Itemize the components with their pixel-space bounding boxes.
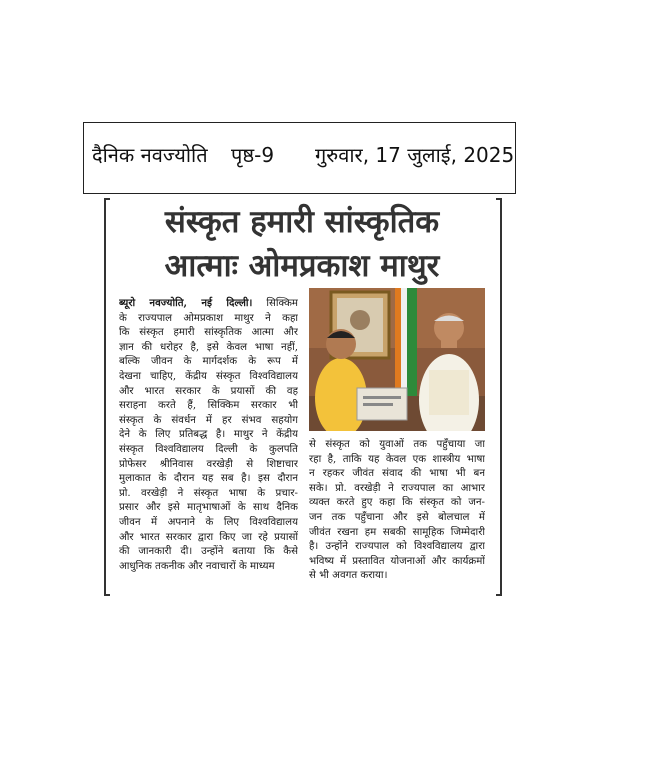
clipping-left-bracket <box>104 198 110 596</box>
article-line: से संस्कृत को युवाओं तक पहुँचाया जा <box>309 439 485 450</box>
headline-line-2: आत्माः ओमप्रकाश माथुर <box>164 248 440 284</box>
article-line: रहा है, ताकि यह केवल एक शास्त्रीय भाषा <box>309 453 485 465</box>
headline-line-1: संस्कृत हमारी सांस्कृतिक <box>164 204 440 240</box>
article-line <box>119 296 298 312</box>
article-line: सराहना करते हैं, सिक्किम सरकार भी <box>119 400 298 412</box>
article-line: देखना चाहिए, केंद्रीय संस्कृत विश्वविद्यालय <box>119 370 298 382</box>
page-number: पृष्ठ-9 <box>231 143 275 167</box>
article-column-right <box>309 438 485 584</box>
article-line: व्यक्त करते हुए कहा कि संस्कृत को जन- <box>309 497 485 509</box>
article-line: है। उन्होंने राज्यपाल को विश्वविद्यालय द्वारा <box>309 541 485 553</box>
article-line: प्रसार और इसे मातृभाषाओं के साथ दैनिक <box>119 502 298 514</box>
article-line: न रहकर जीवंत संवाद की भाषा भी बन <box>309 468 485 480</box>
article-column-left <box>119 296 298 574</box>
article-line: सके। प्रो. वरखेड़ी ने राज्यपाल का आभार <box>309 482 485 494</box>
news-photo <box>309 288 485 431</box>
article-line: से भी अवगत कराया। <box>309 570 388 582</box>
article-line: संस्कृत के संवर्धन में हर संभव सहयोग <box>119 414 298 426</box>
article-line: के राज्यपाल ओमप्रकाश माथुर ने कहा <box>119 312 298 324</box>
article-line: कि संस्कृत हमारी सांस्कृतिक आत्मा और <box>119 327 298 339</box>
clipping-right-bracket <box>496 198 502 596</box>
article-line: आधुनिक तकनीक और नवाचारों के माध्यम <box>119 560 275 572</box>
article-line: मुलाकात के दौरान यह सब है। इस दौरान <box>119 473 298 485</box>
article-line: की जानकारी दी। उन्होंने बताया कि कैसे <box>119 546 298 558</box>
article-line: संस्कृत विश्वविद्यालय दिल्ली के कुलपति <box>119 443 298 455</box>
article-line: ज्ञान की धरोहर है, इसे केवल भाषा नहीं, <box>119 341 298 353</box>
article-line-text: सिक्किम <box>266 298 298 309</box>
newspaper-name: दैनिक नवज्योति <box>92 143 208 167</box>
photo-illustration <box>309 288 485 431</box>
article-line: और भारत सरकार के प्रयासों की वह <box>119 385 298 397</box>
publication-date: गुरुवार, 17 जुलाई, 2025 <box>315 143 515 167</box>
article-line: बल्कि जीवन के मार्गदर्शक के रूप में <box>119 356 298 368</box>
newspaper-header <box>83 122 516 194</box>
article-line: और भारत सरकार द्वारा किए जा रहे प्रयासों <box>119 531 298 543</box>
article-line: जीवन में अपनाने के लिए विश्वविद्यालय <box>119 516 298 528</box>
article-line: भविष्य में प्रस्तावित योजनाओं और कार्यक्रमों <box>309 555 485 567</box>
article-line: देने के लिए प्रतिबद्ध है। माथुर ने केंद्रीय <box>119 429 298 441</box>
article-line: जन तक पहुँचाना और इसे बोलचाल में <box>309 511 485 523</box>
article-line: जीवंत रखना हम सबकी सामूहिक जिम्मेदारी <box>309 526 485 538</box>
article-line: प्रो. वरखेड़ी ने संस्कृत भाषा के प्रचार- <box>119 487 298 499</box>
article-line: प्रोफेसर श्रीनिवास वरखेड़ी से शिष्टाचार <box>119 458 298 470</box>
article-dateline: ब्यूरो नवज्योति, नई दिल्ली। <box>119 297 253 309</box>
